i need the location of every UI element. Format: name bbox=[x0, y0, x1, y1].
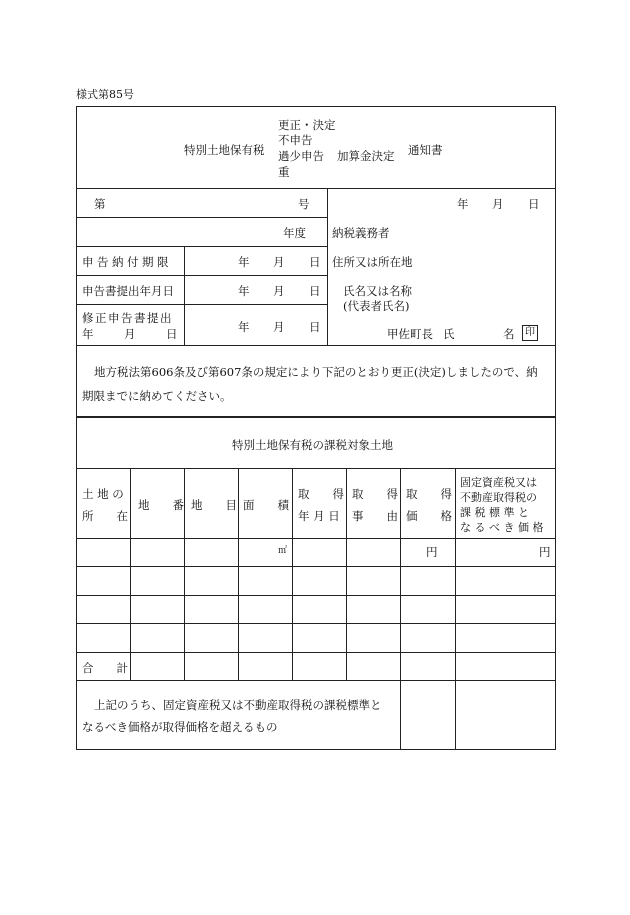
row-line-3 bbox=[76, 595, 556, 596]
footnote-line-1: 上記のうち、固定資産税又は不動産取得税の課税標準と bbox=[94, 698, 382, 712]
col-line-2 bbox=[184, 468, 185, 680]
left-row-line-2 bbox=[76, 246, 327, 247]
statement-line-2: 期限までに納めてください。 bbox=[82, 389, 232, 403]
footnote-line-2: なるべき価格が取得価格を超えるもの bbox=[82, 720, 278, 734]
payment-deadline-d: 日 bbox=[309, 255, 321, 269]
total-label: 合 計 bbox=[82, 661, 128, 675]
header-bottom-line bbox=[76, 188, 556, 189]
option-no-return: 不申告 bbox=[278, 133, 313, 147]
fiscal-year: 年度 bbox=[283, 226, 306, 240]
col-acq-price-1: 取 得 bbox=[406, 487, 452, 501]
amended-filing-label-m: 月 bbox=[124, 327, 136, 341]
frame-top bbox=[76, 106, 556, 107]
statement-top-line bbox=[76, 345, 556, 346]
left-row-line-1 bbox=[76, 217, 327, 218]
left-label-divider bbox=[184, 246, 185, 345]
amended-filing-label-d: 日 bbox=[166, 327, 178, 341]
mayor-shi: 氏 bbox=[443, 327, 455, 341]
surcharge-decision: 加算金決定 bbox=[337, 149, 395, 163]
amended-filing-label-1: 修正申告書提出 bbox=[82, 311, 173, 325]
frame-bottom bbox=[76, 749, 556, 750]
statement-line-1: 地方税法第606条及び第607条の規定により下記のとおり更正(決定)しましたので、納 bbox=[94, 365, 538, 379]
col-line-5 bbox=[346, 468, 347, 680]
table-header-top bbox=[76, 468, 556, 469]
row-line-6 bbox=[76, 680, 556, 681]
tax-name: 特別土地保有税 bbox=[184, 143, 265, 157]
amended-filing-y: 年 bbox=[238, 320, 250, 334]
col-std-1: 固定資産税又は bbox=[460, 476, 537, 489]
payment-deadline-label: 申告納付期限 bbox=[82, 255, 172, 269]
col-location-1: 土 地 の bbox=[82, 487, 124, 501]
mayor-title: 甲佐町長 bbox=[387, 327, 433, 341]
notice-date-y: 年 bbox=[457, 197, 469, 211]
address-label: 住所又は所在地 bbox=[332, 255, 413, 269]
notice-date-m: 月 bbox=[492, 197, 504, 211]
name-label-1: 氏名又は名称 bbox=[343, 284, 412, 298]
amended-filing-d: 日 bbox=[309, 320, 321, 334]
unit-area: ㎡ bbox=[278, 546, 288, 556]
col-line-6 bbox=[400, 468, 401, 749]
section-divider bbox=[76, 416, 556, 418]
col-lot: 地 番 bbox=[138, 498, 184, 512]
land-table-title: 特別土地保有税の課税対象土地 bbox=[232, 438, 393, 452]
name-label-2: (代表者氏名) bbox=[343, 299, 410, 313]
amended-filing-label-y: 年 bbox=[82, 327, 94, 341]
option-heavy: 重 bbox=[278, 165, 290, 179]
amended-filing-m: 月 bbox=[273, 320, 285, 334]
left-row-line-4 bbox=[76, 304, 327, 305]
middle-divider bbox=[327, 188, 328, 345]
number-dai: 第 bbox=[94, 197, 106, 211]
taxpayer-label: 納税義務者 bbox=[332, 226, 390, 240]
form-number: 様式第85号 bbox=[76, 88, 134, 101]
col-category: 地 目 bbox=[191, 498, 237, 512]
payment-deadline-y: 年 bbox=[238, 255, 250, 269]
option-under-return: 過少申告 bbox=[278, 149, 324, 163]
notice-label: 通知書 bbox=[408, 143, 443, 157]
left-row-line-3 bbox=[76, 275, 327, 276]
option-correction: 更正・決定 bbox=[278, 118, 336, 132]
col-location-2: 所 在 bbox=[82, 509, 128, 523]
unit-yen-price: 円 bbox=[426, 545, 438, 559]
seal-mark: 印 bbox=[522, 325, 538, 341]
filing-date-d: 日 bbox=[309, 284, 321, 298]
number-go: 号 bbox=[298, 197, 310, 211]
filing-date-y: 年 bbox=[238, 284, 250, 298]
unit-yen-standard: 円 bbox=[539, 545, 551, 559]
mayor-mei: 名 bbox=[503, 327, 515, 341]
col-std-3: 課 税 標 準 と bbox=[460, 506, 529, 519]
row-line-2 bbox=[76, 566, 556, 567]
col-acq-price-2: 価 格 bbox=[406, 509, 452, 523]
col-acq-date-2: 年 月 日 bbox=[298, 509, 340, 523]
col-std-4: な る べ き 価 格 bbox=[460, 521, 544, 534]
col-line-1 bbox=[130, 468, 131, 680]
col-acq-date-1: 取 得 bbox=[298, 487, 344, 501]
col-acq-reason-1: 取 得 bbox=[352, 487, 398, 501]
col-area: 面 積 bbox=[243, 498, 289, 512]
row-line-4 bbox=[76, 623, 556, 624]
col-line-4 bbox=[292, 468, 293, 680]
col-line-7 bbox=[455, 468, 456, 749]
row-line-1 bbox=[76, 538, 556, 539]
payment-deadline-m: 月 bbox=[273, 255, 285, 269]
col-std-2: 不動産取得税の bbox=[460, 491, 537, 504]
filing-date-m: 月 bbox=[273, 284, 285, 298]
row-line-5 bbox=[76, 652, 556, 653]
notice-date-d: 日 bbox=[528, 197, 540, 211]
filing-date-label: 申告書提出年月日 bbox=[82, 284, 174, 298]
col-acq-reason-2: 事 由 bbox=[352, 509, 398, 523]
col-line-3 bbox=[238, 468, 239, 680]
